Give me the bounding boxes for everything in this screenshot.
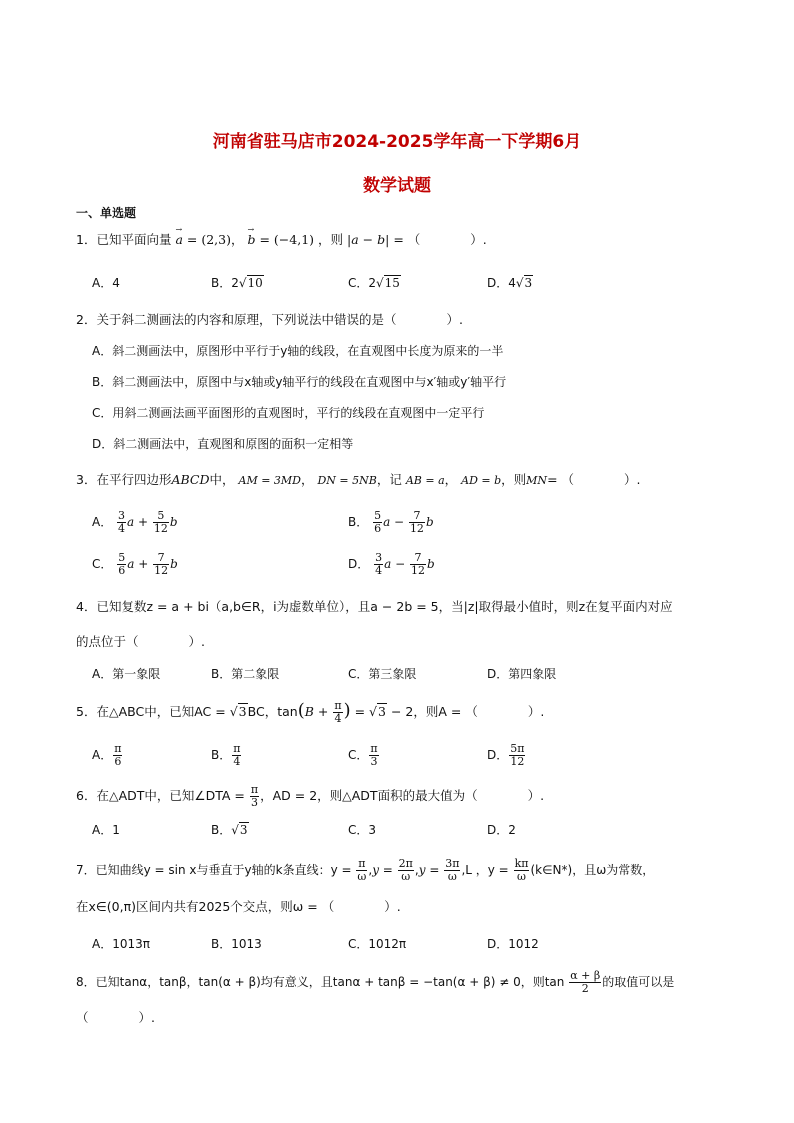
q1-option-b[interactable]: B．2√10 <box>211 276 263 290</box>
q1-option-a[interactable]: A．4 <box>92 276 120 290</box>
q1-option-d[interactable]: D．4√3 <box>487 276 533 290</box>
q6-option-a[interactable]: A．1 <box>92 823 120 837</box>
question-4: 4．已知复数z = a + bi（a,b∈R，i为虚数单位），且a − 2b = 5，当|z|取得最小值时，则z在复平面内对应 <box>76 599 673 614</box>
q1-a-value: = (2,3) <box>186 232 231 247</box>
vector-a: → a <box>175 230 182 250</box>
question-8: 8．已知tanα，tanβ，tan(α + β)均有意义，且tanα + tanβ = −tan(α + β) ≠ 0，则tan $\frac{\alpha + \beta}{2}$ 的取值可以是 <box>76 969 675 995</box>
exam-subtitle: 数学试题 <box>363 176 431 196</box>
question-7-line2: 在x∈(0,π)区间内共有2025个交点，则ω = （ ）. <box>76 899 401 914</box>
q4-option-a[interactable]: A．第一象限 <box>92 667 161 681</box>
q1-prefix: 1．已知平面向量 <box>76 232 172 247</box>
q5-option-d[interactable]: D． $\frac{5\pi}{12}$ <box>487 742 525 768</box>
q1-b-value: = (−4,1) <box>259 232 315 247</box>
exam-title: 河南省驻马店市2024-2025学年高一下学期6月 <box>212 132 582 152</box>
q2-option-b[interactable]: B．斜二测画法中，原图中与x轴或y轴平行的线段在直观图中与x′轴或y′轴平行 <box>92 375 507 389</box>
q4-option-d[interactable]: D．第四象限 <box>487 667 557 681</box>
q7-option-c[interactable]: C．1012π <box>348 937 407 951</box>
q6-option-d[interactable]: D．2 <box>487 823 516 837</box>
q4-option-b[interactable]: B．第二象限 <box>211 667 280 681</box>
section-heading: 一、单选题 <box>76 206 137 220</box>
q6-option-c[interactable]: C．3 <box>348 823 377 837</box>
q3-option-b[interactable]: B． $\frac{5}{6}$ a − $\frac{7}{12}$ b <box>348 509 434 535</box>
question-7: 7．已知曲线y = sin x与垂直于y轴的k条直线：y = $\frac{\pi}{\omega}$ ,y = $\frac{2\pi}{\omega}$ ,y = $\frac{3\pi}{\omega}$ ,L ，y = $\frac{k\pi}{\omega}$ (k∈N*)，且ω为常数， <box>76 857 655 883</box>
q1-option-c[interactable]: C．2√15 <box>348 276 400 290</box>
q4-option-c[interactable]: C．第三象限 <box>348 667 417 681</box>
q2-option-c[interactable]: C．用斜二测画法画平面图形的直观图时，平行的线段在直观图中一定平行 <box>92 406 485 420</box>
q5-option-c[interactable]: C． $\frac{\pi}{3}$ <box>348 742 378 768</box>
question-8-line2: （ ）. <box>76 1010 155 1025</box>
question-3: 3．在平行四边形ABCD中， AM = 3MD， DN = 5NB，记 AB = a， AD = b，则MN= （ ）. <box>76 472 641 487</box>
q1-mid: ，则 <box>318 232 344 247</box>
q5-option-a[interactable]: A． $\frac{\pi}{6}$ <box>92 742 122 768</box>
q2-option-a[interactable]: A．斜二测画法中，原图形中平行于y轴的线段，在直观图中长度为原来的一半 <box>92 344 504 358</box>
q3-option-d[interactable]: D． $\frac{3}{4}$ a − $\frac{7}{12}$ b <box>348 551 435 577</box>
q5-option-b[interactable]: B． $\frac{\pi}{4}$ <box>211 742 241 768</box>
question-1: 1．已知平面向量 → a = (2,3)， → b = (−4,1) ，则 |a − b| = （ ）. <box>76 230 487 250</box>
question-2: 2．关于斜二测画法的内容和原理，下列说法中错误的是（ ）. <box>76 312 463 327</box>
q1-expression: |a − b| <box>347 232 390 247</box>
question-5: 5．在△ABC中，已知AC = √3BC，tan(B + $\frac{\pi}{4}$ ) = √3 − 2，则A = （ ）. <box>76 699 545 725</box>
question-4-line2: 的点位于（ ）. <box>76 634 205 649</box>
question-6: 6．在△ADT中，已知∠DTA = $\frac{\pi}{3}$ ，AD = 2，则△ADT面积的最大值为（ ）. <box>76 783 545 809</box>
q6-option-b[interactable]: B．√3 <box>211 823 248 837</box>
q3-option-c[interactable]: C． $\frac{5}{6}$ a + $\frac{7}{12}$ b <box>92 551 178 577</box>
vector-b: → b <box>247 230 255 250</box>
q1-tail: = （ ）. <box>393 232 487 247</box>
q3-option-a[interactable]: A． $\frac{3}{4}$ a + $\frac{5}{12}$ b <box>92 509 178 535</box>
q7-option-a[interactable]: A．1013π <box>92 937 150 951</box>
q7-option-b[interactable]: B．1013 <box>211 937 262 951</box>
q7-option-d[interactable]: D．1012 <box>487 937 539 951</box>
q2-option-d[interactable]: D．斜二测画法中，直观图和原图的面积一定相等 <box>92 437 354 451</box>
